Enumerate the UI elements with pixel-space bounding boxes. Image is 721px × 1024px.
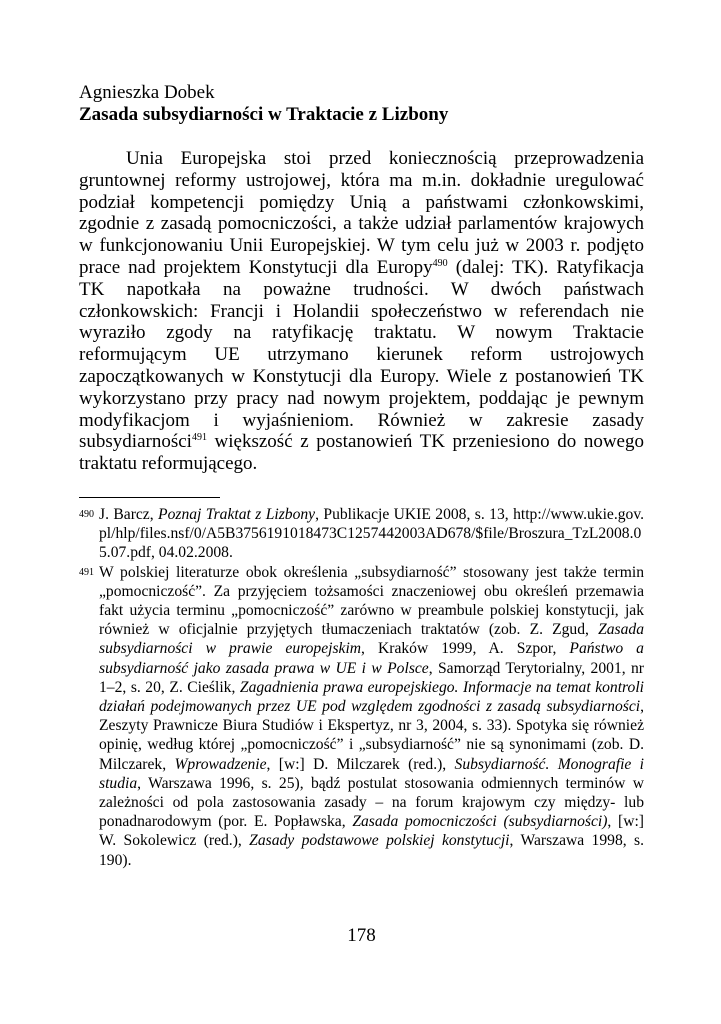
footnote-italic-title: Subsydiarność. Monografie i studia — [99, 755, 644, 792]
footnote-italic-title: Wprowadzenie — [174, 755, 267, 773]
footnote-number: 490 — [79, 509, 94, 520]
footnote — [79, 563, 644, 870]
footnote-number: 491 — [79, 566, 94, 578]
footnote-text: , Warszawa 1996, s. 25), bądź postulat stosowania odmiennych terminów w zależności od pola zastosowania zasady – na forum krajowym czy między- lub ponadnarodowym (por. E. Popławska, — [99, 774, 644, 831]
footnote-italic-title: Zagadnienia prawa europejskiego. Informacje na temat kontroli działań podejmowanych przez UE pod względem zgodności z zasadą subsydiarności — [99, 678, 644, 716]
body-text-part: większość z postanowień TK przeniesiono do nowego traktatu reformującego. — [79, 431, 644, 475]
footnote-text: , Publikacje UKIE 2008, s. 13, — [315, 506, 514, 523]
footnote-text: , [w:] D. Milczarek (red.), — [266, 755, 455, 773]
footnote-text: J. Barcz, — [99, 506, 159, 523]
footnote-reference: 490 — [432, 257, 448, 269]
footnote-text: , Warszawa 1998, s. 190). — [99, 832, 644, 869]
body-text-part: Unia Europejska stoi przed koniecznością przeprowadzenia gruntownej reformy ustrojowej, która ma m.in. dokładnie uregulować podział kompetencji pomiędzy Unią a państwami członkowskimi, zgodnie z zasadą pomocniczości, a także udział parlamentów krajowych w funkcjonowaniu Unii Europejskiej. W tym celu już w 2003 r. podjęto prace nad projektem Konstytucji dla Europy — [79, 148, 644, 278]
footnote-italic-title: Zasady podstawowe polskiej konstytucji — [249, 832, 510, 850]
footnote-text: , 04.02.2008. — [150, 544, 233, 562]
footnote-italic-title: Zasada pomocniczości (subsydiarności) — [352, 813, 608, 831]
author-name: Agnieszka Dobek — [79, 82, 215, 103]
footnote-text: , Kraków 1999, A. Szpor, — [361, 640, 570, 658]
footnotes — [79, 505, 644, 870]
footnote-italic-title: Zasada subsydiarności w prawie europejskim — [99, 621, 644, 658]
footnote-italic-title: Poznaj Traktat z Lizbony — [158, 506, 316, 523]
body-paragraph — [79, 148, 644, 475]
footnote-text: , Samorząd Terytorialny, 2001, nr 1–2, s. 20, Z. Cieślik, — [99, 659, 645, 696]
footnote-url: http://www.ukie.gov.pl/hlp/files.nsf/0/A5B3756191018473C1257442003AD678/$file/Broszura_TzL2008.05.07.pdf — [99, 506, 645, 562]
footnote-reference: 491 — [191, 432, 207, 444]
chapter-title: Zasada subsydiarności w Traktacie z Lizbony — [79, 104, 449, 125]
body-text-part: (dalej: TK). Ratyfikacja TK napotkała na poważne trudności. W dwóch państwach członkowskich: Francji i Holandii społeczeństwo w referendach nie wyraziło zgody na ratyfikację traktatu. W nowym Traktacie reformującym UE utrzymano kierunek reform ustrojowych zapoczątkowanych w Konstytucji dla Europy. Wiele z postanowień TK wykorzystano przy pracy nad nowym projektem, poddając je pewnym modyfikacjom i wyjaśnieniom. Również w zakresie zasady subsydiarności — [79, 256, 644, 453]
footnote-italic-title: Państwo a subsydiarność jako zasada prawa w UE i w Polsce — [99, 640, 644, 677]
footnote — [79, 505, 644, 563]
footnote-text: , Zeszyty Prawnicze Biura Studiów i Ekspertyz, nr 3, 2004, s. 33). Spotyka się również opinię, według której „pomocniczość” i „subsydiarność” nie są synonimami (zob. D. Milczarek, — [99, 698, 644, 773]
page-number: 178 — [347, 925, 376, 946]
footnote-separator — [79, 497, 220, 498]
footnote-text: W polskiej literaturze obok określenia „subsydiarność” stosowany jest także termin „pomocniczość”. Za przyjęciem tożsamości znaczeniowej obu określeń przemawia fakt użycia terminu „pomocniczość” zarówno w preambule polskiej konstytucji, jak również w oficjalnie przyjętych tłumaczeniach traktatów (zob. Z. Zgud, — [99, 563, 644, 639]
footnote-text: , [w:] W. Sokolewicz (red.), — [99, 813, 644, 850]
